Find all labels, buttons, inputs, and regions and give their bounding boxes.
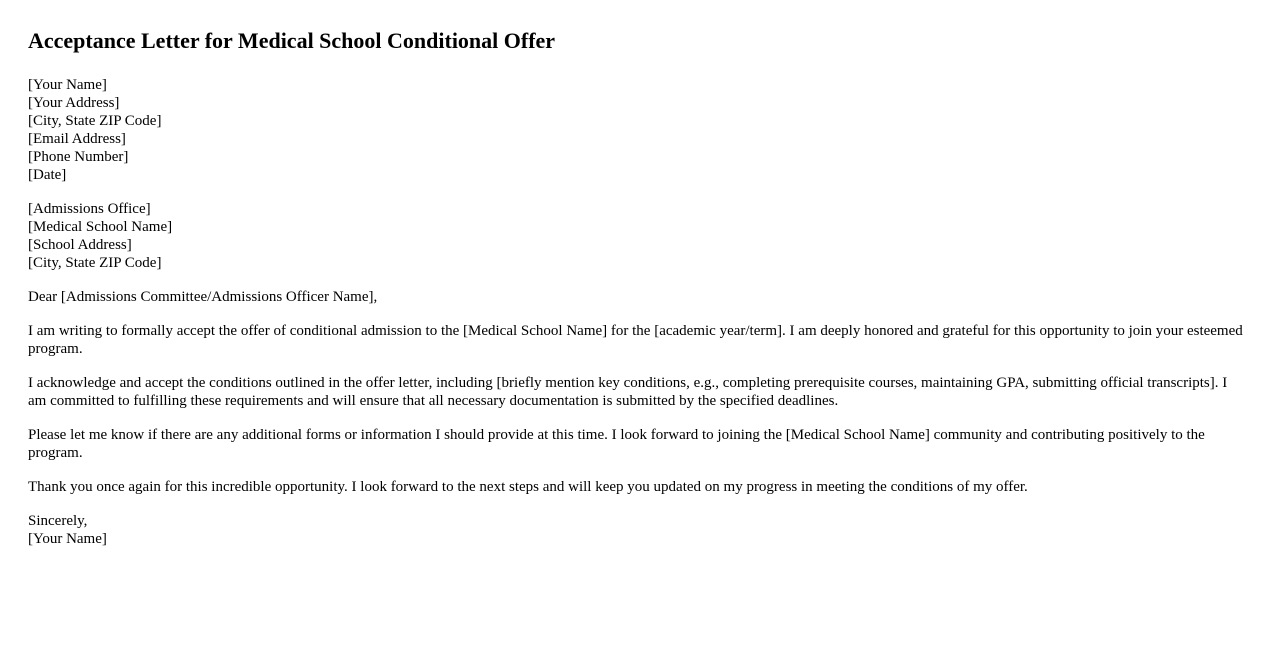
- body-paragraph-conditions: I acknowledge and accept the conditions outlined in the offer letter, including [briefly mention key conditions, e.g., completing prerequisite courses, maintaining GPA, submitting official transcripts]. I am committed to fulfilling these requirements and will ensure that all necessary documentation is submitted by the specified deadlines.: [28, 375, 1228, 409]
- letter-date: [Date]: [28, 167, 67, 183]
- closing-block: [28, 512, 1250, 548]
- signature-name: [Your Name]: [28, 531, 107, 547]
- sender-address: [Your Address]: [28, 95, 120, 111]
- valediction: Sincerely,: [28, 513, 88, 529]
- sender-email: [Email Address]: [28, 131, 126, 147]
- recipient-school-address: [School Address]: [28, 237, 132, 253]
- body-paragraph-additional-info: Please let me know if there are any additional forms or information I should provide at this time. I look forward to joining the [Medical School Name] community and contributing positively to the program.: [28, 427, 1205, 461]
- sender-address-block: [28, 76, 1250, 184]
- body-paragraph-acceptance: I am writing to formally accept the offer of conditional admission to the [Medical School Name] for the [academic year/term]. I am deeply honored and grateful for this opportunity to join your esteemed program.: [28, 323, 1243, 357]
- sender-city-state-zip: [City, State ZIP Code]: [28, 113, 162, 129]
- recipient-address-block: [28, 200, 1250, 272]
- sender-name: [Your Name]: [28, 77, 107, 93]
- recipient-office: [Admissions Office]: [28, 201, 151, 217]
- sender-phone: [Phone Number]: [28, 149, 129, 165]
- recipient-school-name: [Medical School Name]: [28, 219, 173, 235]
- salutation: Dear [Admissions Committee/Admissions Officer Name],: [28, 289, 378, 305]
- body-paragraph-thanks: Thank you once again for this incredible opportunity. I look forward to the next steps and will keep you updated on my progress in meeting the conditions of my offer.: [28, 479, 1028, 495]
- recipient-city-state-zip: [City, State ZIP Code]: [28, 255, 162, 271]
- page-title: Acceptance Letter for Medical School Conditional Offer: [28, 28, 556, 53]
